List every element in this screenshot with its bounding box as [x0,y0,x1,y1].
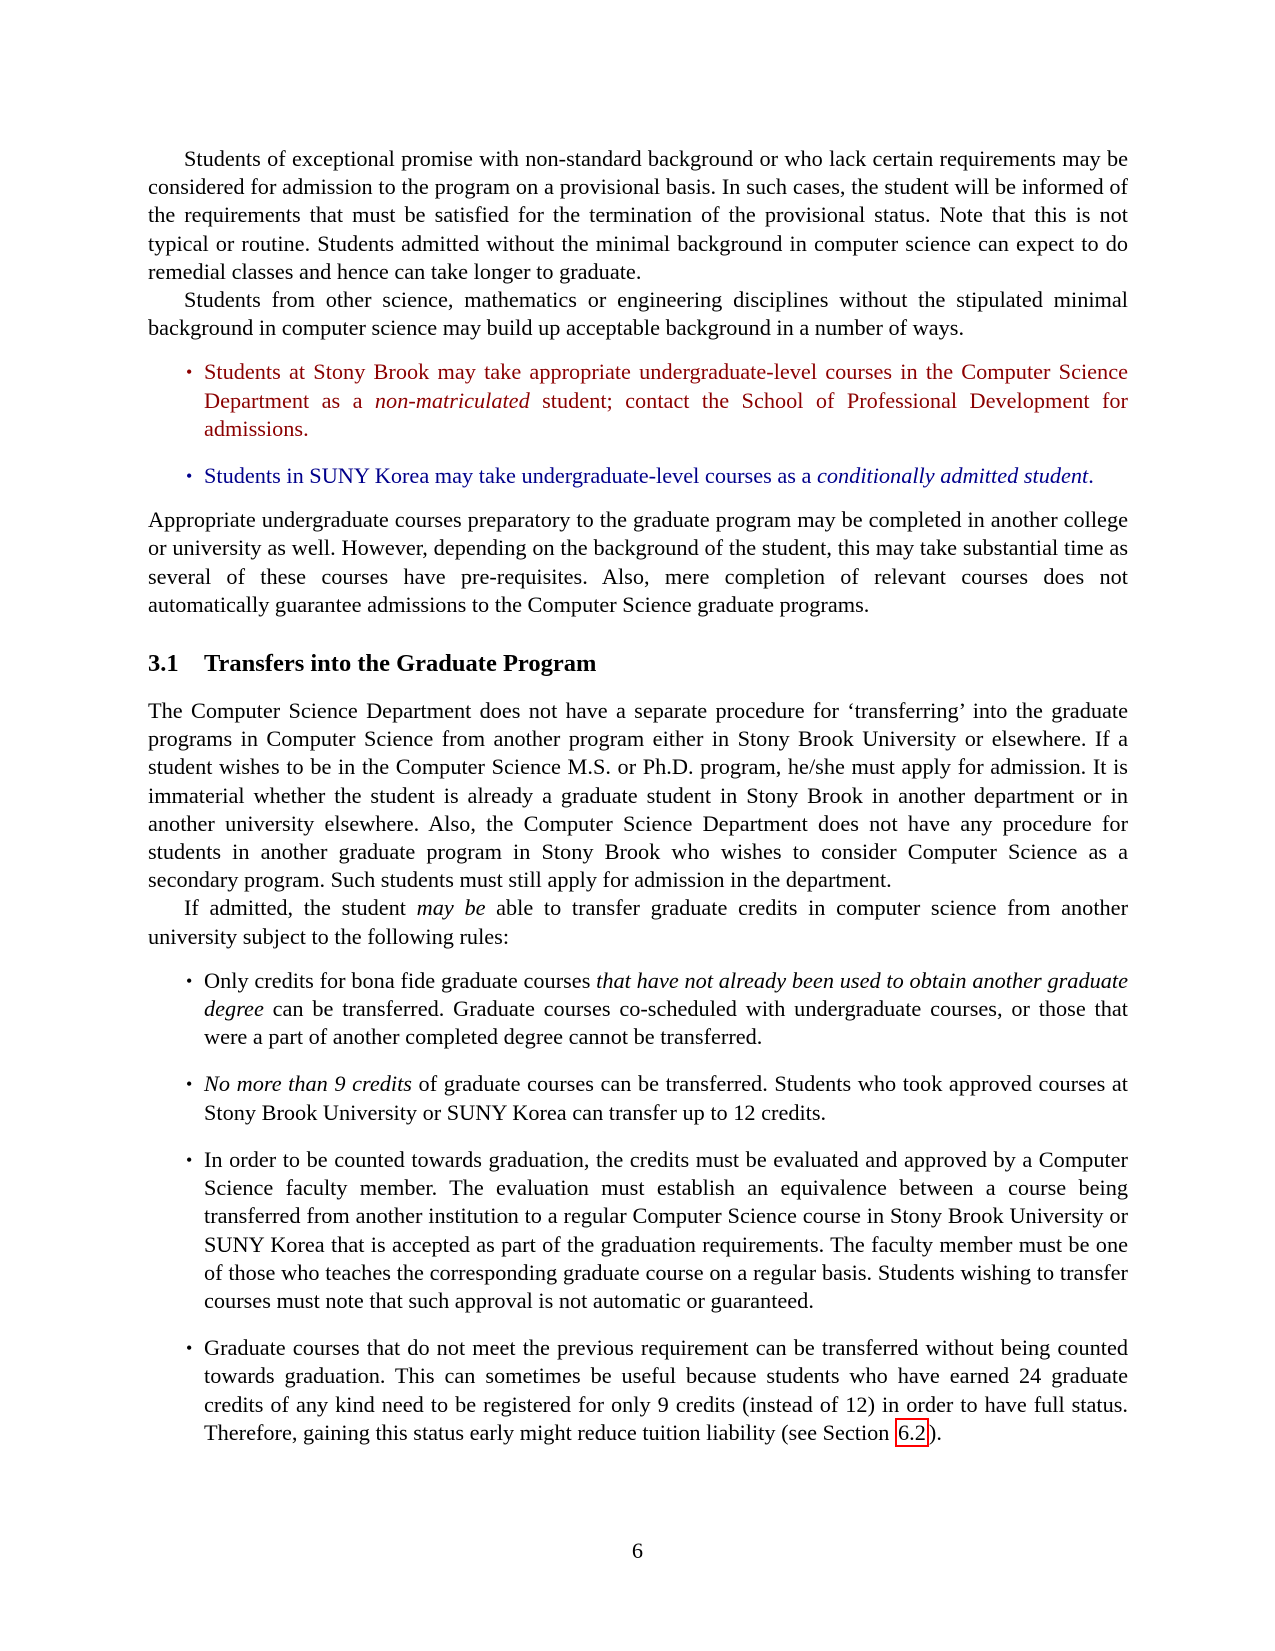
paragraph-provisional-admission: Students of exceptional promise with non-standard background or who lack certain requirements may be considered for admission to the program on a provisional basis. In such cases, the student will be informed of the requirements that must be satisfied for the termination of the provisional status. Note that this is not typical or routine. Students admitted without the minimal background in computer science can expect to do remedial classes and hence can take longer to graduate. [148,146,1128,284]
list-item-stony-brook: • Students at Stony Brook may take appropriate undergraduate-level courses in the Computer Science Department as a non-matriculated student; contact the School of Professional Development for admissions. [186,359,1128,441]
bullet-icon: • [186,970,193,991]
paragraph-transfer-procedure: The Computer Science Department does not have a separate procedure for ‘transferring’ into the graduate programs in Computer Science from another program either in Stony Brook University or elsewhere. If a student wishes to be in the Computer Science M.S. or Ph.D. program, he/she must apply for admission. It is immaterial whether the student is already a graduate student in Stony Brook in another department or in another university elsewhere. Also, the Computer Science Department does not have any procedure for students in another graduate program in Stony Brook who wishes to consider Computer Science as a secondary program. Such students must still apply for admission in the department. [148,698,1128,893]
paragraph-preparatory-courses: Appropriate undergraduate courses preparatory to the graduate program may be completed in another college or university as well. However, depending on the background of the student, this may take substantial time as several of these courses have pre-requisites. Also, mere completion of relevant courses does not automatically guarantee admissions to the Computer Science graduate programs. [148,507,1128,617]
page-number: 6 [631,1538,644,1563]
emphasis-non-matriculated: non-matriculated [374,387,530,413]
document-page [148,145,1128,1463]
list-item-rule-credit-limit: • No more than 9 credits of graduate courses can be transferred. Students who took approved courses at Stony Brook University or SUNY Korea can transfer up to 12 credits. [186,1071,1128,1125]
transfer-rules-list [148,967,1128,1447]
paragraph-other-disciplines: Students from other science, mathematics or engineering disciplines without the stipulated minimal background in computer science may build up acceptable background in a number of ways. [148,287,1128,341]
bullet-icon: • [186,466,193,487]
list-item-suny-korea: • Students in SUNY Korea may take undergraduate-level courses as a conditionally admitted student. [148,462,1128,490]
section-title: Transfers into the Graduate Program [204,650,597,678]
bullet-icon: • [186,362,193,383]
background-options-list [148,358,1128,490]
section-reference-link[interactable]: 6.2 [895,1418,929,1447]
emphasis-conditionally-admitted: conditionally admitted student [816,463,1089,489]
section-number: 3.1 [148,650,179,678]
bullet-icon: • [186,1149,193,1170]
list-item-rule-bona-fide: • Only credits for bona fide graduate courses that have not already been used to obtain another graduate degree can be transferred. Graduate courses co-scheduled with undergraduate courses, or those that were a part of another completed degree cannot be transferred. [186,967,1128,1050]
bullet-icon: • [186,1074,193,1095]
list-item-rule-non-counted: • Graduate courses that do not meet the previous requirement can be transferred without being counted towards graduation. This can sometimes be useful because students who have earned 24 graduate credits of any kind need to be registered for only 9 credits (instead of 12) in order to have full status. Therefore, gaining this status early might reduce tuition liability (see Section 6.2 ). [186,1335,1128,1445]
paragraph-transfer-credits: If admitted, the student may be able to transfer graduate credits in computer science from another university subject to the following rules: [148,895,1128,949]
section-heading [148,649,1128,679]
list-item-rule-faculty-approval: • In order to be counted towards graduation, the credits must be evaluated and approved by a Computer Science faculty member. The evaluation must establish an equivalence between a course being transferred from another institution to a regular Computer Science course in Stony Brook University or SUNY Korea that is accepted as part of the graduation requirements. The faculty member must be one of those who teaches the corresponding graduate course on a regular basis. Students wishing to transfer courses must note that such approval is not automatic or guaranteed. [186,1146,1128,1313]
bullet-icon: • [186,1338,193,1359]
